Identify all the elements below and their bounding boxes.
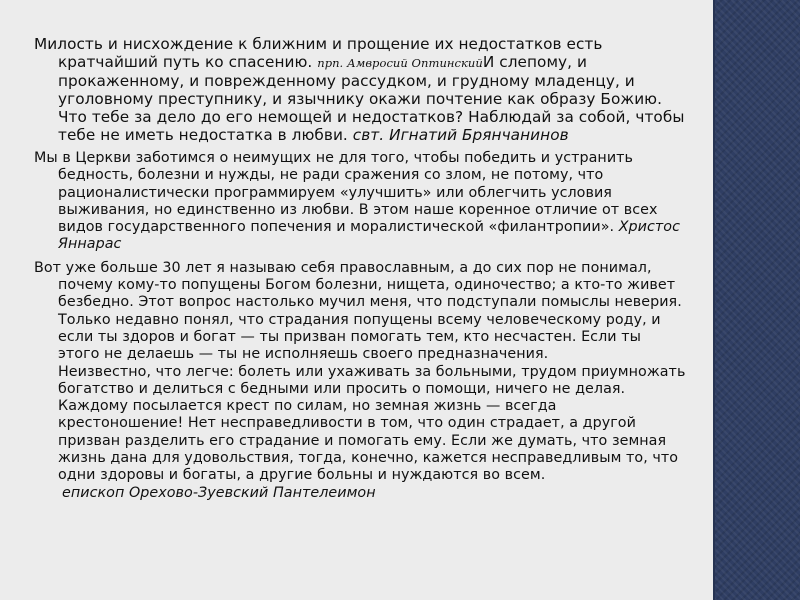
quote-1-attribution: прп. Амвросий Оптинский: [317, 56, 483, 70]
quote-paragraph-1: [34, 35, 686, 144]
quote-paragraph-3: [34, 260, 686, 502]
quote-3-attribution: Христос Яннарас: [58, 219, 681, 253]
decorative-side-band: [713, 0, 800, 600]
quote-1-text: Милость и нисхождение к ближним и прощение их недостатков есть кратчайший путь ко спасению.: [34, 35, 603, 71]
quote-paragraph-2: [34, 150, 686, 254]
quote-2-attribution: свт. Игнатий Брянчанинов: [352, 126, 569, 144]
quotes-text: [34, 35, 686, 508]
quote-4-continuation: Неизвестно, что легче: болеть или ухаживать за больными, трудом приумножать богатство и делиться с бедными или просить о помощи, ничего не делая. Каждому посылается крест по силам, но земная жизнь — всегда крестоношение! Нет несправедливости в том, что один страдает, а другой призван разделить его страдание и помогать ему. Если же думать, что земная жизнь дана для удовольствия, тогда, конечно, кажется несправедливым то, что одни здоровы и богаты, а другие больны и нуждаются во всем.: [58, 363, 686, 484]
quote-4-attribution: епископ Орехово-Зуевский Пантелеимон: [62, 484, 376, 501]
quote-2-text: И слепому, и прокаженному, и поврежденному рассудком, и грудному младенцу, и уголовному преступнику, и язычнику окажи почтение как образу Божию. Что тебе за дело до его немощей и недостатков? Наблюдай за собой, чтобы тебе не иметь недостатка в любви.: [58, 53, 685, 144]
quote-3-text: Мы в Церкви заботимся о неимущих не для того, чтобы победить и устранить бедность, болезни и нужды, не ради сражения со злом, не потому, что рационалистически программируем «улучшить» или облегчить условия выживания, но единственно из любви. В этом наше коренное отличие от всех видов государственного попечения и моралистической «филантропии».: [34, 150, 658, 236]
quote-4-text: Вот уже больше 30 лет я называю себя православным, а до сих пор не понимал, почему кому-то попущены Богом болезни, нищета, одиночество; а кто-то живет безбедно. Этот вопрос настолько мучил меня, что подступали помыслы неверия. Только недавно понял, что страдания попущены всему человеческому роду, и если ты здоров и богат — ты призван помогать тем, кто несчастен. Если ты этого не делаешь — ты не исполняешь своего предназначения.: [34, 259, 682, 363]
